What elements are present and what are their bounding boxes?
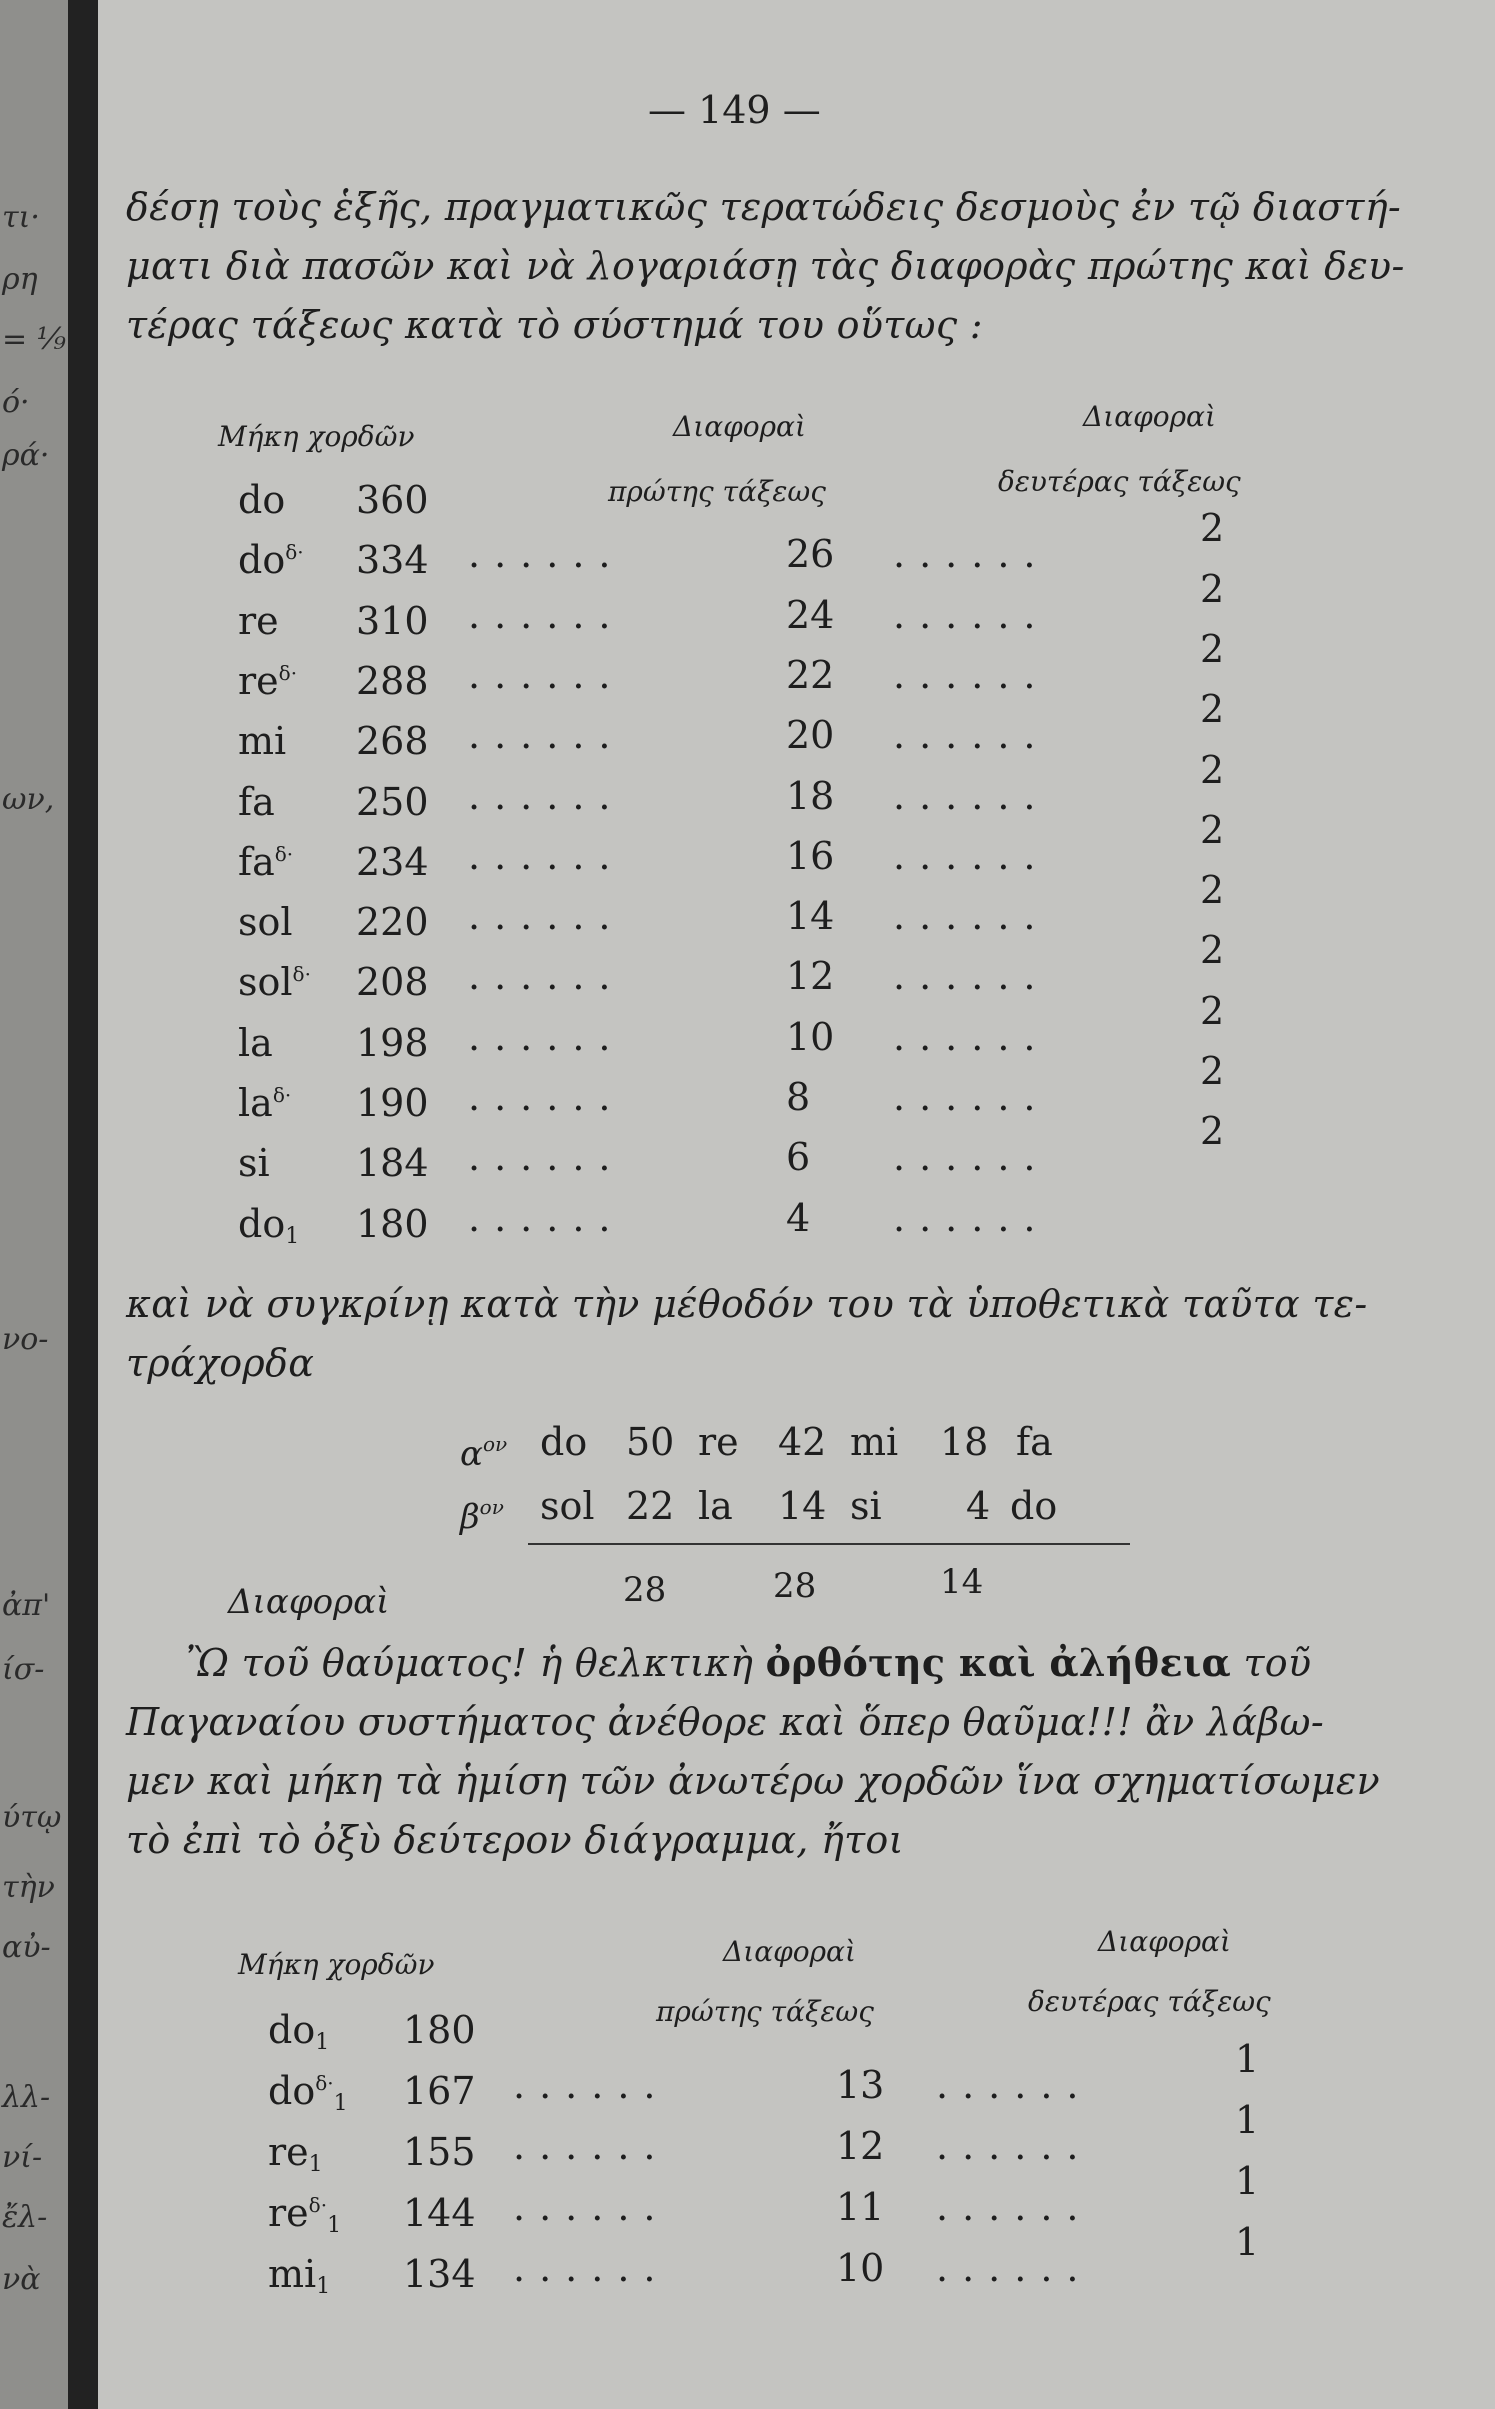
second-order-difference: 1 <box>1235 2159 1260 2203</box>
dot-leader: ...... <box>893 592 1050 637</box>
chord-length: 220 <box>356 900 429 945</box>
margin-fragment: νί- <box>2 2140 43 2175</box>
dot-leader: ...... <box>893 1075 1050 1119</box>
dot-leader: ...... <box>468 1195 625 1240</box>
ordinal-first: $\alpha^{o\nu}$ <box>460 1432 508 1474</box>
second-order-difference: 2 <box>1200 506 1225 551</box>
text-line: τράχορδα <box>126 1341 315 1385</box>
chord-length: 184 <box>356 1141 429 1186</box>
second-order-difference: 1 <box>1235 2220 1260 2264</box>
tetrachord-note: mi <box>850 1420 899 1464</box>
first-order-difference: 22 <box>786 652 835 697</box>
second-order-difference: 2 <box>1200 747 1225 792</box>
first-order-difference: 13 <box>836 2063 885 2107</box>
dot-leader: ...... <box>468 592 625 637</box>
text-line: Ὢ τοῦ θαύματος! ἡ θελκτικὴ ὀρθότης καὶ ἀλήθεια τοῦ <box>186 1640 1312 1685</box>
page-spine <box>0 0 70 2409</box>
margin-fragment: ἔλ- <box>2 2200 48 2235</box>
first-order-difference: 12 <box>786 954 835 999</box>
first-order-difference: 8 <box>786 1075 811 1119</box>
header-chord-lengths: Μήκη χορδῶν <box>238 1948 435 1981</box>
tetrachord-note: re <box>698 1420 739 1464</box>
first-order-difference: 20 <box>786 713 835 758</box>
dot-leader: ...... <box>468 652 625 697</box>
chord-length: 190 <box>356 1081 429 1125</box>
page-number: — 149 — <box>648 88 821 132</box>
first-order-difference: 12 <box>836 2124 885 2168</box>
second-order-difference: 2 <box>1200 626 1225 671</box>
second-order-difference: 2 <box>1200 1109 1225 1154</box>
note-name: fa <box>238 779 275 824</box>
chord-length: 334 <box>356 538 429 583</box>
dot-leader: ...... <box>513 2063 670 2107</box>
first-order-difference: 24 <box>786 592 835 637</box>
header-second-order: δευτέρας τάξεως <box>998 465 1241 498</box>
dot-leader: ...... <box>893 833 1050 878</box>
tetrachord-note: sol <box>540 1484 595 1528</box>
text-line: τὸ ἐπὶ τὸ ὀξὺ δεύτερον διάγραμμα, ἤτοι <box>126 1818 904 1862</box>
second-order-difference: 2 <box>1200 1049 1225 1093</box>
differences-label: Διαφοραὶ <box>228 1582 390 1622</box>
note-name: do <box>238 478 286 522</box>
dot-leader: ...... <box>893 532 1050 577</box>
note-name: $fa^{\delta\cdot}$ <box>238 839 294 884</box>
paragraph-1 <box>126 178 1405 355</box>
text-line: Παγαναίου συστήματος ἀνέθορε καὶ ὅπερ θαῦμα!!! ἂν λάβω- <box>126 1700 1324 1744</box>
chord-length: 268 <box>356 719 429 764</box>
first-order-difference: 10 <box>836 2246 885 2290</box>
margin-fragment: ό· <box>2 385 30 420</box>
header-chord-lengths: Μήκη χορδῶν <box>218 420 415 453</box>
paragraph-3 <box>126 1633 1380 1870</box>
text-line: τέρας τάξεως κατὰ τὸ σύστημά του οὕτως : <box>126 303 983 347</box>
margin-fragment: τὴν <box>2 1870 55 1905</box>
second-order-difference: 2 <box>1200 988 1225 1033</box>
dot-leader: ...... <box>513 2185 670 2229</box>
header-second-order: δευτέρας τάξεως <box>1028 1985 1271 2018</box>
note-name: $re_1$ <box>268 2130 323 2177</box>
margin-fragment: λλ- <box>2 2080 51 2115</box>
first-order-difference: 4 <box>786 1195 811 1240</box>
margin-fragment: ων, <box>2 782 55 817</box>
second-order-difference: 2 <box>1200 687 1225 732</box>
second-order-difference: 2 <box>1200 868 1225 913</box>
dot-leader: ...... <box>513 2246 670 2290</box>
margin-fragment: ύτῳ <box>2 1800 62 1835</box>
tetrachord-length: 50 <box>626 1420 675 1464</box>
dot-leader: ...... <box>893 894 1050 939</box>
dot-leader: ...... <box>893 954 1050 999</box>
first-order-difference: 14 <box>786 894 835 939</box>
margin-fragment: νο- <box>2 1322 49 1357</box>
difference-value: 28 <box>623 1570 667 1610</box>
note-name: $do^{\delta\cdot}$ <box>238 538 304 583</box>
first-order-difference: 11 <box>836 2185 885 2229</box>
sum-rule <box>528 1543 1130 1545</box>
dot-leader: ...... <box>893 773 1050 818</box>
first-order-difference: 26 <box>786 532 835 577</box>
dot-leader: ...... <box>893 1014 1050 1059</box>
tetrachord-note: la <box>698 1484 733 1528</box>
dot-leader: ...... <box>468 773 625 818</box>
note-name: $do_1$ <box>238 1201 300 1249</box>
chord-length: 198 <box>356 1020 429 1065</box>
chord-length: 167 <box>403 2069 476 2113</box>
header-first-diff: Διαφοραὶ <box>673 410 806 443</box>
difference-value: 14 <box>940 1562 984 1602</box>
margin-fragment: = ¹⁄₉ <box>2 322 66 357</box>
note-name: $do^{\delta\cdot}_1$ <box>268 2069 348 2116</box>
second-order-difference: 1 <box>1235 2098 1260 2142</box>
margin-fragment: τι· <box>2 200 40 235</box>
emphasis-text: ὀρθότης καὶ ἀλήθεια <box>765 1640 1232 1685</box>
tetrachord-note: do <box>1010 1484 1058 1528</box>
dot-leader: ...... <box>893 713 1050 758</box>
dot-leader: ...... <box>468 1075 625 1119</box>
note-name: $re^{\delta\cdot}_1$ <box>268 2191 342 2238</box>
tetrachord-length: 14 <box>778 1484 827 1528</box>
dot-leader: ...... <box>513 2124 670 2168</box>
dot-leader: ...... <box>936 2124 1093 2168</box>
text-line: μεν καὶ μήκη τὰ ἡμίση τῶν ἀνωτέρω χορδῶν ἵνα σχηματίσωμεν <box>126 1759 1380 1803</box>
note-name: sol <box>238 900 293 945</box>
dot-leader: ...... <box>468 1135 625 1180</box>
chord-length: 288 <box>356 658 429 703</box>
note-name: $re^{\delta\cdot}$ <box>238 658 298 703</box>
dot-leader: ...... <box>893 652 1050 697</box>
first-order-difference: 10 <box>786 1014 835 1059</box>
chord-length: 155 <box>403 2130 476 2174</box>
chord-length: 180 <box>403 2008 476 2052</box>
second-order-difference: 2 <box>1200 928 1225 973</box>
note-name: $la^{\delta\cdot}$ <box>238 1081 292 1125</box>
margin-fragment: ρά· <box>2 438 50 473</box>
tetrachord-length: 42 <box>778 1420 827 1464</box>
book-page <box>98 0 1495 2409</box>
margin-fragment: νὰ <box>2 2262 41 2297</box>
chord-length: 180 <box>356 1201 429 1246</box>
dot-leader: ...... <box>936 2063 1093 2107</box>
second-order-difference: 1 <box>1235 2037 1260 2081</box>
chord-length: 310 <box>356 598 429 643</box>
difference-value: 28 <box>773 1566 817 1606</box>
tetrachord-length: 22 <box>626 1484 675 1528</box>
chord-length: 360 <box>356 478 429 522</box>
tetrachord-note: fa <box>1016 1420 1053 1464</box>
tetrachord-note: si <box>850 1484 882 1528</box>
tetrachord-note: do <box>540 1420 588 1464</box>
margin-fragment: ίσ- <box>2 1652 45 1687</box>
note-name: $mi_1$ <box>268 2252 331 2299</box>
chord-length: 144 <box>403 2191 476 2235</box>
dot-leader: ...... <box>893 1135 1050 1180</box>
second-order-difference: 2 <box>1200 566 1225 611</box>
chord-length: 250 <box>356 779 429 824</box>
text-line: καὶ νὰ συγκρίνῃ κατὰ τὴν μέθοδόν του τὰ ὑποθετικὰ ταῦτα τε- <box>126 1282 1368 1326</box>
margin-fragment: ρη <box>2 262 38 297</box>
header-first-order: πρώτης τάξεως <box>608 475 826 508</box>
dot-leader: ...... <box>936 2246 1093 2290</box>
note-name: $do_1$ <box>268 2008 330 2055</box>
text-line: δέσῃ τοὺς ἑξῆς, πραγματικῶς τερατώδεις δεσμοὺς ἐν τῷ διαστή- <box>126 185 1402 229</box>
dot-leader: ...... <box>468 894 625 939</box>
second-order-difference: 2 <box>1200 807 1225 852</box>
dot-leader: ...... <box>468 1014 625 1059</box>
chord-length: 134 <box>403 2252 476 2296</box>
first-order-difference: 6 <box>786 1135 811 1180</box>
first-order-difference: 16 <box>786 833 835 878</box>
note-name: sol$^{\delta\cdot}$ <box>238 960 311 1005</box>
dot-leader: ...... <box>468 833 625 878</box>
note-name: mi <box>238 719 287 764</box>
dot-leader: ...... <box>468 713 625 758</box>
note-name: re <box>238 598 279 643</box>
text-line: ματι διὰ πασῶν καὶ νὰ λογαριάσῃ τὰς διαφορὰς πρώτης καὶ δευ- <box>126 244 1405 288</box>
note-name: si <box>238 1141 270 1186</box>
dot-leader: ...... <box>893 1195 1050 1240</box>
header-first-order: πρώτης τάξεως <box>656 1995 874 2028</box>
margin-fragment: ἀπ' <box>2 1588 51 1623</box>
tetrachord-length: 18 <box>940 1420 989 1464</box>
tetrachord-length: 4 <box>966 1484 991 1528</box>
paragraph-2 <box>126 1275 1368 1393</box>
margin-fragment: αὐ- <box>2 1930 51 1965</box>
chord-length: 208 <box>356 960 429 1005</box>
header-first-diff: Διαφοραὶ <box>723 1935 856 1968</box>
header-second-diff: Διαφοραὶ <box>1083 400 1216 433</box>
first-order-difference: 18 <box>786 773 835 818</box>
note-name: la <box>238 1020 273 1065</box>
dot-leader: ...... <box>468 532 625 577</box>
header-second-diff: Διαφοραὶ <box>1098 1925 1231 1958</box>
dot-leader: ...... <box>936 2185 1093 2229</box>
chord-length: 234 <box>356 839 429 884</box>
dot-leader: ...... <box>468 954 625 999</box>
book-gutter <box>68 0 98 2409</box>
ordinal-second: $\beta^{o\nu}$ <box>460 1495 504 1537</box>
